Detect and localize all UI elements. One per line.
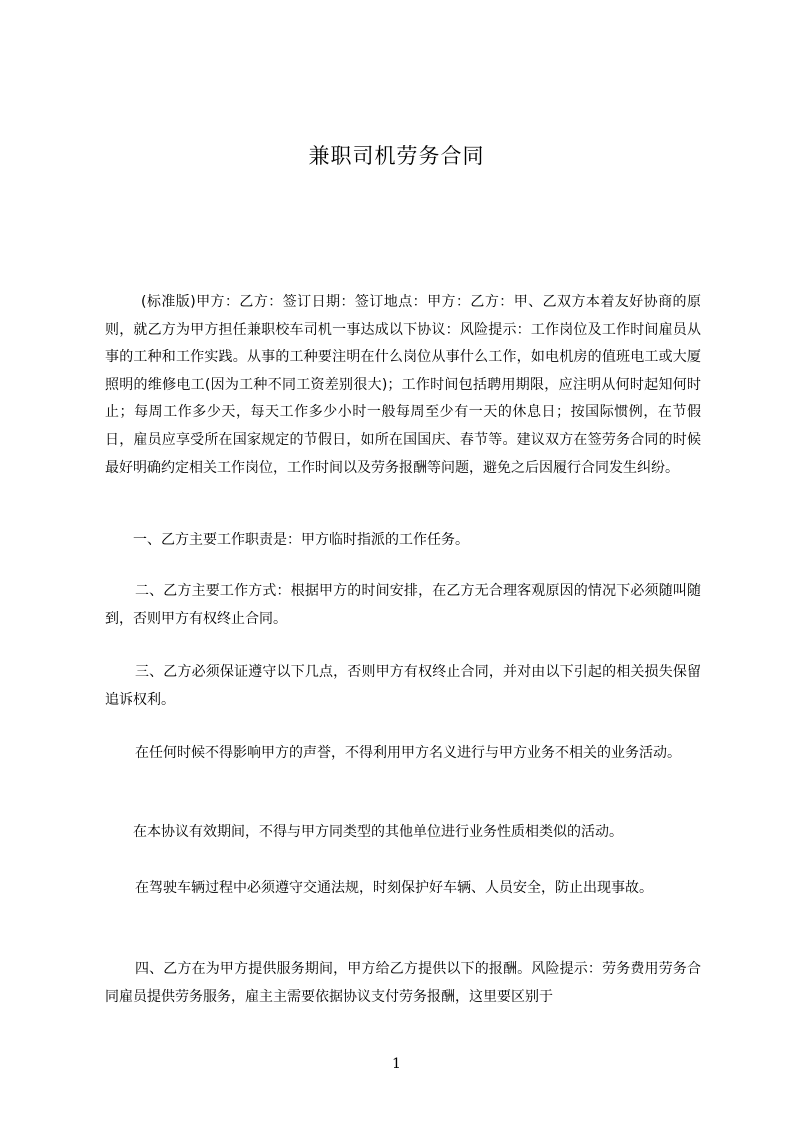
clause-2-paragraph: 二、乙方主要工作方式：根据甲方的时间安排，在乙方无合理客观原因的情况下必须随叫随到，否则甲方有权终止合同。 xyxy=(105,583,701,627)
clause-3-item-noncompete: 在本协议有效期间，不得与甲方同类型的其他单位进行业务性质相类似的活动。 xyxy=(133,824,623,840)
intro-paragraph: (标准版)甲方：乙方：签订日期：签订地点：甲方：乙方：甲、乙双方本着友好协商的原则，就乙方为甲方担任兼职校车司机一事达成以下协议：风险提示：工作岗位及工作时间雇员从事的工种和工作实践。从事的工种要注明在什么岗位从事什么工作，如电机房的值班电工或大厦照明的维修电工(因为工种不同工资差别很大)；工作时间包括聘用期限，应注明从何时起知何时止；每周工作多少天，每天工作多少小时一般每周至少有一天的休息日；按国际惯例，在节假日，雇员应享受所在国家规定的节假日，如所在国国庆、春节等。建议双方在签劳务合同的时候最好明确约定相关工作岗位，工作时间以及劳务报酬等问题，避免之后因履行合同发生纠纷。 xyxy=(105,294,701,476)
clause-3-item-traffic: 在驾驶车辆过程中必须遵守交通法规，时刻保护好车辆、人员安全，防止出现事故。 xyxy=(135,880,653,896)
clause-3-item-reputation: 在任何时候不得影响甲方的声誉，不得利用甲方名义进行与甲方业务不相关的业务活动。 xyxy=(135,745,681,761)
page-number: 1 xyxy=(392,1056,401,1072)
clause-3-paragraph: 三、乙方必须保证遵守以下几点，否则甲方有权终止合同，并对由以下引起的相关损失保留追诉权利。 xyxy=(105,664,701,708)
clause-4-paragraph: 四、乙方在为甲方提供服务期间，甲方给乙方提供以下的报酬。风险提示：劳务费用劳务合同雇员提供劳务服务，雇主主需要依据协议支付劳务报酬，这里要区别于 xyxy=(105,961,701,1005)
clause-1-paragraph: 一、乙方主要工作职责是：甲方临时指派的工作任务。 xyxy=(133,532,469,548)
document-title: 兼职司机劳务合同 xyxy=(308,144,485,168)
